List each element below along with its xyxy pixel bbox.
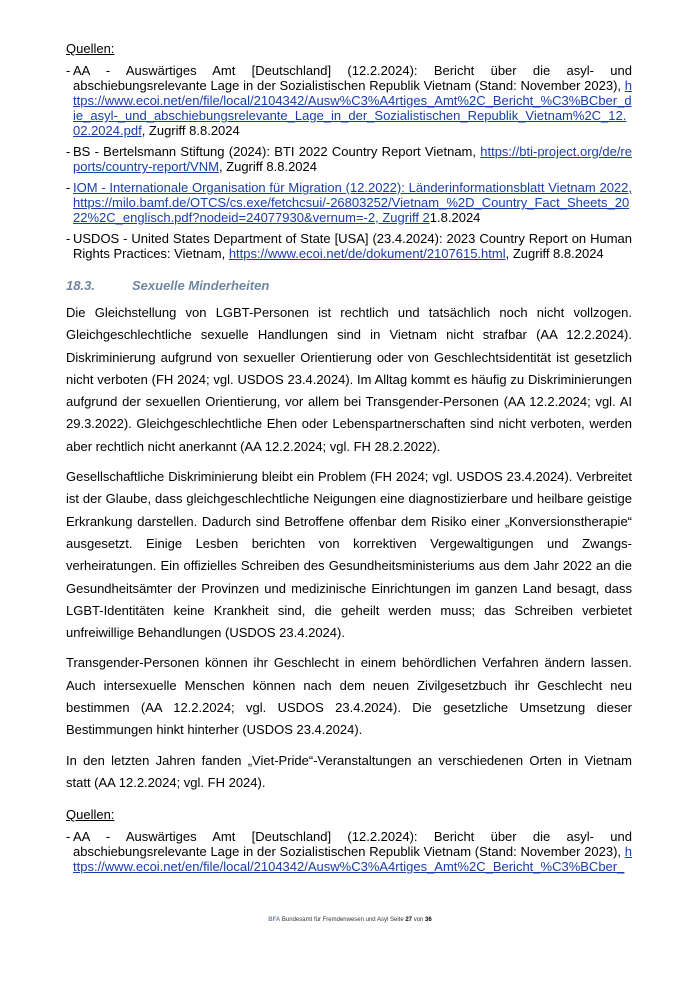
document-page <box>66 40 632 880</box>
footer-text: Bundesamt für Fremdenwesen und Asyl Seite <box>281 917 404 923</box>
page-footer <box>0 917 700 923</box>
source-link[interactable]: https://www.ecoi.net/en/file/local/2104342/Ausw%C3%A4rtiges_Amt%2C_Bericht_%C3%BCber_ <box>73 844 632 875</box>
source-body <box>73 829 632 874</box>
list-dash: - <box>66 63 71 78</box>
source-body <box>73 144 632 174</box>
paragraph: Gesellschaftliche Diskriminierung bleibt ein Problem (FH 2024; vgl. USDOS 23.4.2024). Verbreitet ist der Glaube, dass gleichgeschlechtliche Neigungen eine diagnostizierbare und heilbare geistige Erkrankung darstellen. Dadurch sind Betroffene offenbar dem Risiko einer „Konversionstherapie“ ausgesetzt. Einige Lesben berichten von korrektiven Vergewaltigungen und Zwangsverheiratungen. Ein offizielles Schreiben des Gesundheitsministeriums aus dem Jahr 2022 an die Gesundheitsämter der Provinzen und medizinische Einrichtungen im ganzen Land besagt, dass LGBT-Identitäten keine Krankheit sind, die geheilt werden muss; das Schreiben verbietet unfreiwillige Behandlungen (USDOS 23.4.2024). <box>66 469 632 641</box>
source-suffix: 1.8.2024 <box>429 210 481 225</box>
source-link[interactable]: IOM - Internationale Organisation für Migration (12.2022): Länderinformationsblatt Vietnam 2022, https://milo.bamf.de/OTCS/cs.exe/fetchcsui/-26803252/Vietnam_%2D_Country_Fact_Sheets_2022%2C_englisch.pdf?nodeid=24077930&vernum=-2, Zugriff 2 <box>73 180 632 225</box>
source-link[interactable]: https://www.ecoi.net/de/dokument/2107615.html <box>228 246 506 261</box>
sources-list-bottom <box>66 829 632 874</box>
paragraph: Die Gleichstellung von LGBT-Personen ist rechtlich und tatsächlich noch nicht vollzogen. Gleichgeschlechtliche sexuelle Handlungen sind in Vietnam nicht strafbar (AA 12.2.2024). Diskriminierung aufgrund von sexueller Orientierung oder von Geschlechtsidentität ist gesetzlich nicht verboten (FH 2024; vgl. USDOS 23.4.2024). Im Alltag kommt es häufig zu Diskriminierungen aufgrund der sexuellen Orientierung, vor allem bei Transgender-Personen (AA 12.2.2024; vgl. AI 29.3.2022). Gleichgeschlechtliche Ehen oder Lebenspartnerschaften sind nicht verboten, werden aber rechtlich nicht anerkannt (AA 12.2.2024; vgl. FH 28.2.2022). <box>66 305 632 454</box>
list-dash: - <box>66 180 71 195</box>
section-heading <box>66 278 632 294</box>
list-dash: - <box>66 144 71 159</box>
source-item-iom <box>66 180 632 225</box>
source-suffix: , Zugriff 8.8.2024 <box>218 159 317 174</box>
source-suffix: , Zugriff 8.8.2024 <box>141 123 240 138</box>
paragraph: Transgender-Personen können ihr Geschlecht in einem behördlichen Verfahren ändern lassen. Auch intersexuelle Menschen können nach dem neuen Zivilgesetzbuch ihr Geschlecht neu bestimmen (AA 12.2.2024; vgl. USDOS 23.4.2024). Die gesetzliche Umsetzung dieser Bestimmungen hinkt hinterher (USDOS 23.4.2024). <box>66 655 632 738</box>
list-dash: - <box>66 231 71 246</box>
sources-list <box>66 63 632 261</box>
source-text: BS - Bertelsmann Stiftung (2024): BTI 2022 Country Report Vietnam, <box>73 144 481 159</box>
source-item-usdos <box>66 231 632 261</box>
source-suffix: , Zugriff 8.8.2024 <box>505 246 604 261</box>
source-text: AA - Auswärtiges Amt [Deutschland] (12.2.2024): Bericht über die asyl- und abschiebungsrelevante Lage in der Sozialistischen Republik Vietnam (Stand: November 2023), <box>73 829 632 860</box>
source-link[interactable]: https://bti-project.org/de/reports/country-report/VNM <box>73 144 632 174</box>
footer-page-number: 27 <box>405 917 413 923</box>
list-dash: - <box>66 829 71 845</box>
footer-of: von <box>413 917 424 923</box>
sources-heading-bottom: Quellen: <box>66 807 115 823</box>
source-item-aa <box>66 63 632 138</box>
source-link[interactable]: https://www.ecoi.net/en/file/local/2104342/Ausw%C3%A4rtiges_Amt%2C_Bericht_%C3%BCber_die_asyl-_und_abschiebungsrelevante_Lage_in_der_Sozialistischen_Republik_Vietnam%2C_12.02.2024.pdf <box>73 78 632 138</box>
source-body <box>73 231 632 261</box>
footer-brand: BFA <box>268 917 281 923</box>
section-number: 18.3. <box>66 278 95 293</box>
source-body <box>73 63 632 138</box>
source-body <box>73 180 632 225</box>
section-title: Sexuelle Minderheiten <box>132 278 270 293</box>
sources-heading: Quellen: <box>66 41 115 56</box>
source-item-bs <box>66 144 632 174</box>
source-text: AA - Auswärtiges Amt [Deutschland] (12.2.2024): Bericht über die asyl- und abschiebungsrelevante Lage in der Sozialistischen Republik Vietnam (Stand: November 2023), <box>73 63 632 93</box>
footer-page-total: 36 <box>425 917 432 923</box>
source-text: USDOS - United States Department of State [USA] (23.4.2024): 2023 Country Report on Human Rights Practices: Vietnam, <box>73 231 632 261</box>
paragraph: In den letzten Jahren fanden „Viet-Pride“-Veranstaltungen an verschiedenen Orten in Vietnam statt (AA 12.2.2024; vgl. FH 2024). <box>66 752 632 790</box>
source-item-aa-bottom <box>66 829 632 874</box>
